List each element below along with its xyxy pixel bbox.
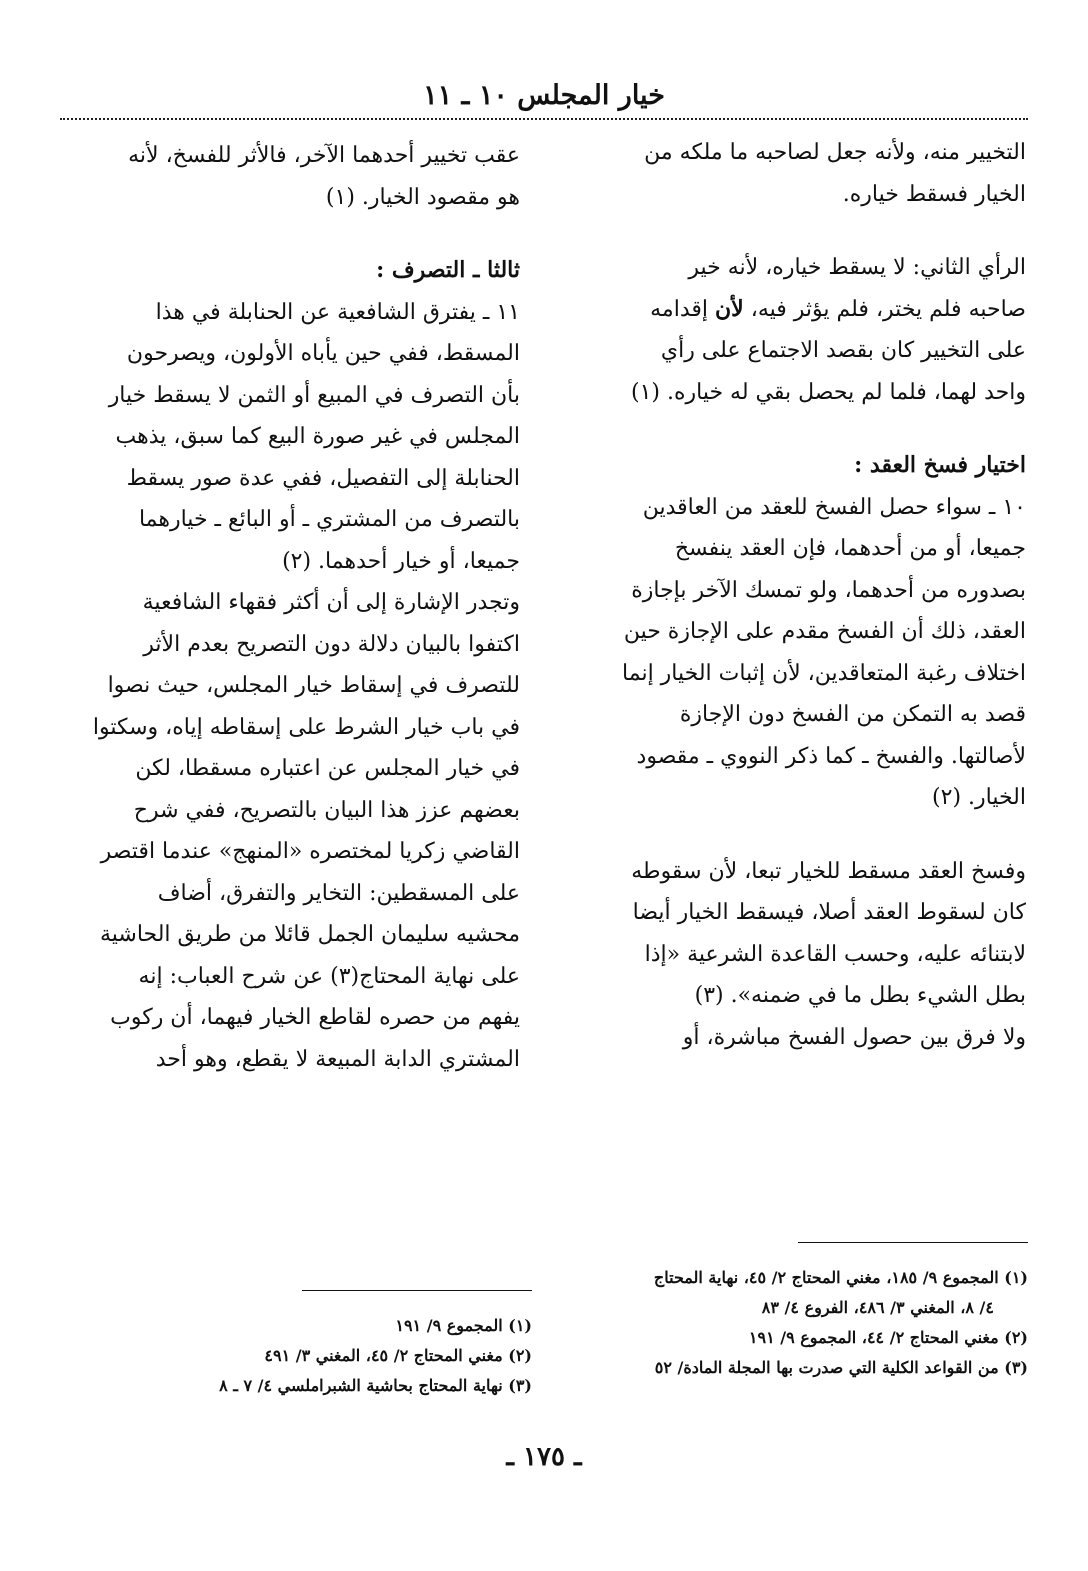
text-line: في خيار المجلس عن اعتباره مسقطا، لكن [135, 756, 520, 781]
footnote-line: (١) المجموع ٩/ ١٨٥، مغني المحتاج ٢/ ٤٥، نهاية المحتاج [653, 1268, 1028, 1287]
text-line: الخيار فسقط خياره. [842, 181, 1026, 207]
text-line: المشتري الدابة المبيعة لا يقطع، وهو أحد [155, 1046, 520, 1072]
footnote-line: (١) المجموع ٩/ ١٩١ [395, 1316, 532, 1335]
page-number [0, 1442, 1088, 1472]
right-column [566, 132, 1026, 1058]
text-line: جميعا، أو من أحدهما، فإن العقد ينفسخ [674, 536, 1026, 561]
text-span: صاحبه فلم يختر، فلم يؤثر فيه، [750, 296, 1026, 322]
text-line: لابتنائه عليه، وحسب القاعدة الشرعية «إذا [644, 941, 1026, 967]
text-line: قصد به التمكن من الفسخ دون الإجازة [679, 702, 1026, 727]
text-line: التخيير منه، ولأنه جعل لصاحبه ما ملكه من [644, 140, 1026, 165]
text-line: يفهم من حصره لقاطع الخيار فيهما، أن ركوب [110, 1005, 520, 1030]
text-line: محشيه سليمان الجمل قائلا من طريق الحاشية [99, 922, 520, 947]
text-line: في باب خيار الشرط على إسقاطه إياه، وسكتوا [92, 714, 520, 740]
text-line: المجلس في غير صورة البيع كما سبق، يذهب [115, 424, 520, 449]
text-line: جميعا، أو خيار أحدهما. (٢) [282, 548, 520, 574]
text-line: على المسقطين: التخاير والتفرق، أضاف [157, 880, 520, 906]
footnote-rule [302, 1290, 532, 1291]
running-header [60, 78, 1028, 120]
text-line: المسقط، ففي حين يأباه الأولون، ويصرحون [126, 341, 520, 366]
footnote-rule [798, 1242, 1028, 1243]
footnotes-right [558, 1242, 1028, 1383]
footnote-line: (٢) مغني المحتاج ٢/ ٤٤، المجموع ٩/ ١٩١ [748, 1328, 1028, 1347]
bold-word: لأن [715, 295, 744, 322]
text-line: ولا فرق بين حصول الفسخ مباشرة، أو [682, 1024, 1026, 1050]
text-line: على نهاية المحتاج(٣) عن شرح العباب: إنه [138, 963, 520, 989]
text-line: بالتصرف من المشتري ـ أو البائع ـ خيارهما [138, 507, 520, 532]
text-line: اختلاف رغبة المتعاقدين، لأن إثبات الخيار إنما [622, 660, 1026, 686]
section-heading: اختيار فسخ العقد : [854, 452, 1026, 478]
text-line: بأن التصرف في المبيع أو الثمن لا يسقط خيار [108, 382, 520, 408]
text-line: عقب تخيير أحدهما الآخر، فالأثر للفسخ، لأنه [128, 143, 520, 168]
footnote-line: (٣) نهاية المحتاج بحاشية الشبراملسي ٤/ ٧ ـ ٨ [219, 1376, 532, 1395]
text-line: القاضي زكريا لمختصره «المنهج» عندما اقتصر [100, 839, 520, 864]
section-heading: ثالثا ـ التصرف : [376, 257, 520, 283]
header-title: خيار المجلس ١٠ ـ ١١ [423, 80, 665, 111]
text-line: كان لسقوط العقد أصلا، فيسقط الخيار أيضا [632, 900, 1026, 925]
text-line: اكتفوا بالبيان دلالة دون التصريح بعدم الأثر [143, 631, 520, 657]
text-line: للتصرف في إسقاط خيار المجلس، حيث نصوا [107, 673, 520, 698]
text-line: هو مقصود الخيار. (١) [325, 184, 520, 210]
page-number-text: ـ ١٧٥ ـ [506, 1442, 582, 1472]
text-line: الخيار. (٢) [932, 785, 1026, 810]
footnote-line: (٢) مغني المحتاج ٢/ ٤٥، المغني ٣/ ٤٩١ [264, 1346, 532, 1365]
text-line: على التخيير كان بقصد الاجتماع على رأي [660, 338, 1026, 363]
text-line: لأصالتها. والفسخ ـ كما ذكر النووي ـ مقصود [636, 743, 1026, 769]
text-line: واحد لهما، فلما لم يحصل بقي له خياره. (١) [630, 379, 1026, 405]
text-line: وتجدر الإشارة إلى أن أكثر فقهاء الشافعية [142, 590, 520, 615]
footnotes-left [62, 1290, 532, 1401]
text-line: وفسخ العقد مسقط للخيار تبعا، لأن سقوطه [631, 858, 1026, 884]
text-line: بعضهم عزز هذا البيان بالتصريح، ففي شرح [133, 797, 520, 823]
text-line: العقد، ذلك أن الفسخ مقدم على الإجازة حين [623, 619, 1026, 644]
footnote-line: ٤/ ٨، المغني ٣/ ٤٨٦، الفروع ٤/ ٨٣ [761, 1298, 994, 1317]
text-line: ١١ ـ يفترق الشافعية عن الحنابلة في هذا [155, 299, 520, 325]
text-span: إقدامه [650, 296, 709, 322]
text-line: الرأي الثاني: لا يسقط خياره، لأنه خير [688, 255, 1026, 280]
left-column [60, 135, 520, 1080]
text-line [566, 289, 1026, 331]
text-line: الحنابلة إلى التفصيل، ففي عدة صور يسقط [126, 465, 520, 491]
text-line: بصدوره من أحدهما، ولو تمسك الآخر بإجازة [631, 577, 1026, 603]
footnote-line: (٣) من القواعد الكلية التي صدرت بها المجلة المادة/ ٥٢ [654, 1358, 1028, 1377]
text-line: بطل الشيء بطل ما في ضمنه». (٣) [694, 983, 1026, 1008]
text-line: ١٠ ـ سواء حصل الفسخ للعقد من العاقدين [642, 494, 1026, 520]
